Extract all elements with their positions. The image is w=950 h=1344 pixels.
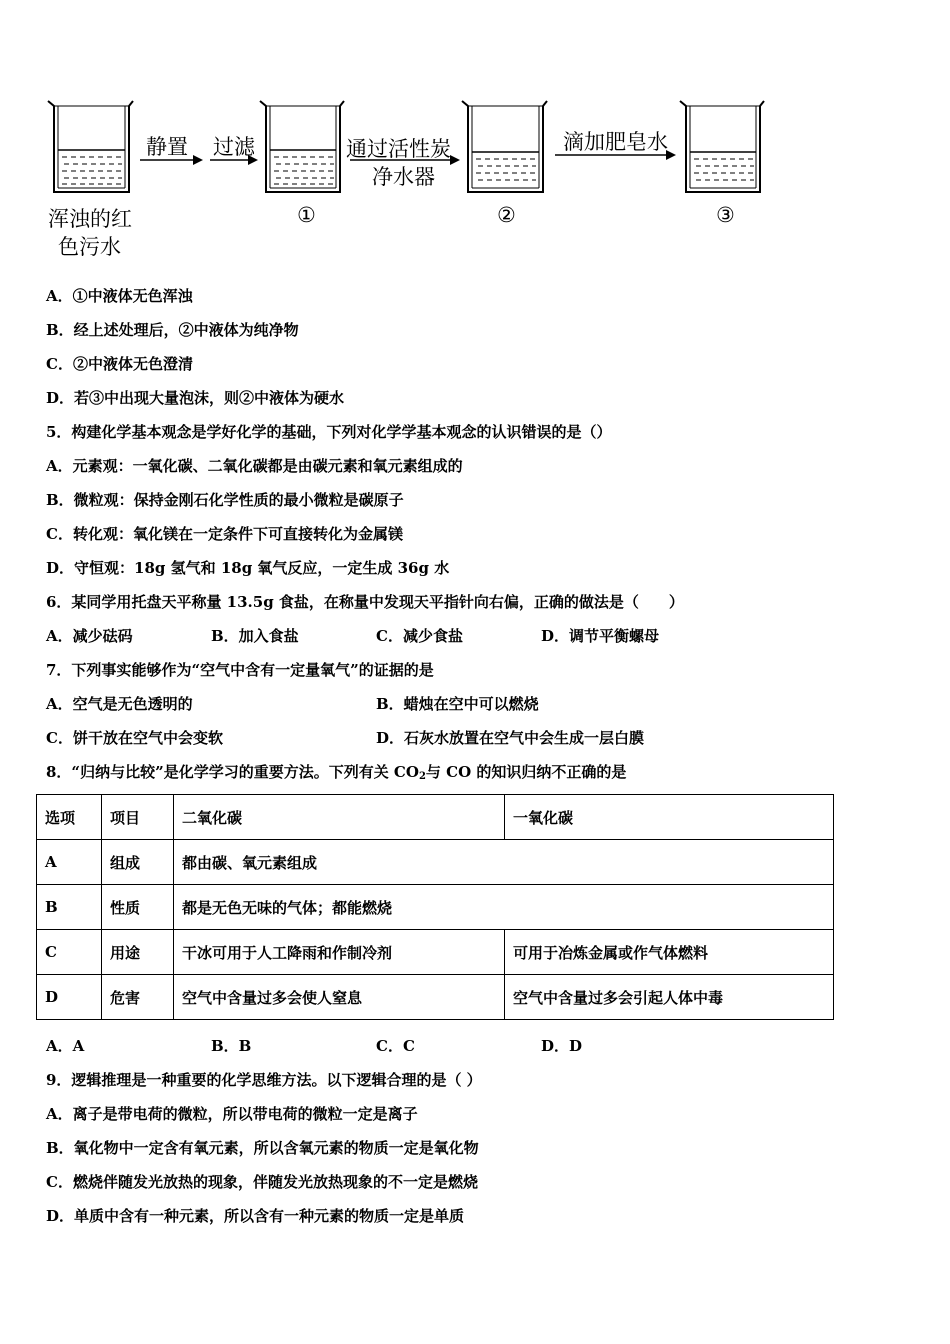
table-row	[37, 885, 834, 930]
beaker-3-label: ③	[716, 203, 735, 227]
header-option: 选项	[37, 795, 102, 840]
start-label-line2: 色污水	[58, 235, 121, 259]
q5-option-c: C．转化观：氧化镁在一定条件下可直接转化为金属镁	[46, 525, 403, 543]
q8-stem-after: 与 CO 的知识归纳不正确的是	[425, 763, 627, 781]
row-d-item: 危害	[102, 975, 174, 1020]
q6-option-b: B．加入食盐	[211, 627, 299, 645]
start-label-line1: 浑浊的红	[48, 207, 132, 231]
row-d-option: D	[37, 975, 102, 1020]
q9-option-d: D．单质中含有一种元素，所以含有一种元素的物质一定是单质	[46, 1207, 465, 1225]
q9-option-b: B．氧化物中一定含有氧元素，所以含氧元素的物质一定是氧化物	[46, 1139, 479, 1157]
step-soap: 滴加肥皂水	[563, 130, 668, 154]
q4-option-d: D．若③中出现大量泡沫，则②中液体为硬水	[46, 389, 345, 407]
table-row	[37, 975, 834, 1020]
q5-option-a: A．元素观：一氧化碳、二氧化碳都是由碳元素和氧元素组成的	[46, 457, 463, 475]
row-c-co2: 干冰可用于人工降雨和作制冷剂	[174, 930, 505, 975]
q7-option-a: A．空气是无色透明的	[46, 695, 193, 713]
q6-option-a: A．减少砝码	[46, 627, 133, 645]
q9-option-a: A．离子是带电荷的微粒，所以带电荷的微粒一定是离子	[46, 1105, 418, 1123]
row-b-merged: 都是无色无味的气体；都能燃烧	[174, 885, 834, 930]
q6-option-c: C．减少食盐	[376, 627, 463, 645]
q8-option-d: D．D	[541, 1037, 583, 1055]
step-carbon-line1: 通过活性炭	[346, 137, 451, 161]
header-co: 一氧化碳	[505, 795, 834, 840]
row-c-item: 用途	[102, 930, 174, 975]
q7-option-c: C．饼干放在空气中会变软	[46, 729, 223, 747]
q6-option-d: D．调节平衡螺母	[541, 627, 660, 645]
step-static: 静置	[146, 135, 188, 159]
q5-option-d: D．守恒观：18g 氢气和 18g 氧气反应，一定生成 36g 水	[46, 559, 450, 577]
q8-option-c: C．C	[376, 1037, 415, 1055]
step-filter: 过滤	[213, 135, 255, 159]
row-a-merged: 都由碳、氧元素组成	[174, 840, 834, 885]
q4-option-b: B．经上述处理后，②中液体为纯净物	[46, 321, 299, 339]
header-co2: 二氧化碳	[174, 795, 505, 840]
row-a-item: 组成	[102, 840, 174, 885]
q8-option-b: B．B	[211, 1037, 252, 1055]
q5-option-b: B．微粒观：保持金刚石化学性质的最小微粒是碳原子	[46, 491, 404, 509]
step-carbon-line2: 净水器	[372, 165, 435, 189]
beaker-2-label: ②	[497, 203, 516, 227]
row-d-co2: 空气中含量过多会使人窒息	[174, 975, 505, 1020]
row-b-option: B	[37, 885, 102, 930]
table-header-row	[37, 795, 834, 840]
row-b-item: 性质	[102, 885, 174, 930]
row-c-co: 可用于冶炼金属或作气体燃料	[505, 930, 834, 975]
q4-option-a: A．①中液体无色浑浊	[46, 287, 193, 305]
q5-stem: 5．构建化学基本观念是学好化学的基础，下列对化学学基本观念的认识错误的是（）	[46, 423, 612, 441]
beaker-2	[462, 101, 547, 192]
q8-stem	[46, 762, 626, 787]
q9-option-c: C．燃烧伴随发光放热的现象，伴随发光放热现象的不一定是燃烧	[46, 1173, 478, 1191]
q9-stem: 9．逻辑推理是一种重要的化学思维方法。以下逻辑合理的是（ ）	[46, 1071, 482, 1089]
q7-option-d: D．石灰水放置在空气中会生成一层白膜	[376, 729, 645, 747]
q4-option-c: C．②中液体无色澄清	[46, 355, 193, 373]
q8-table	[36, 794, 834, 1020]
q7-option-b: B．蜡烛在空中可以燃烧	[376, 695, 539, 713]
header-item: 项目	[102, 795, 174, 840]
beaker-3	[680, 101, 764, 192]
beaker-1-label: ①	[297, 203, 316, 227]
q8-option-a: A．A	[46, 1037, 85, 1055]
table-row	[37, 840, 834, 885]
beaker-start	[48, 101, 133, 192]
q8-stem-before: 8．“归纳与比较”是化学学习的重要方法。下列有关 CO	[46, 763, 419, 781]
water-purification-diagram	[0, 0, 950, 290]
diagram-drawing	[0, 0, 950, 290]
beaker-1	[260, 101, 344, 192]
q8-stem-sub: 2	[418, 771, 426, 782]
table-row	[37, 930, 834, 975]
row-a-option: A	[37, 840, 102, 885]
row-c-option: C	[37, 930, 102, 975]
q7-stem: 7．下列事实能够作为“空气中含有一定量氧气”的证据的是	[46, 661, 434, 679]
q6-stem: 6．某同学用托盘天平称量 13.5g 食盐，在称量中发现天平指针向右偏，正确的做法是（ ）	[46, 593, 684, 611]
row-d-co: 空气中含量过多会引起人体中毒	[505, 975, 834, 1020]
